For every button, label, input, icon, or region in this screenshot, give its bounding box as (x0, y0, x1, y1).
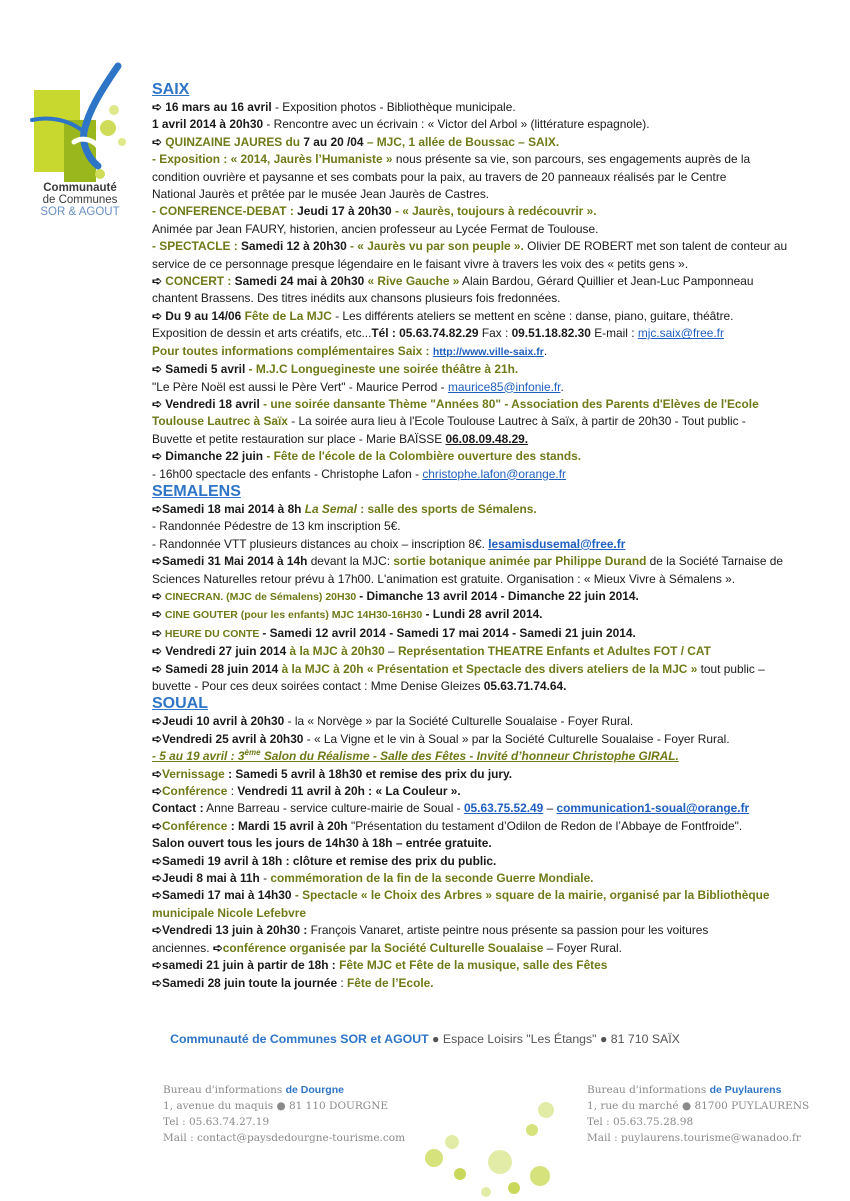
arrow-icon: ➪ (152, 362, 162, 377)
text: - (259, 871, 271, 886)
text: Anne Barreau - service culture-mairie de Soual - (203, 801, 464, 816)
office-address: 1, rue du marché ● 81700 PUYLAURENS (587, 1100, 810, 1112)
logo-line-1: Communauté (43, 182, 117, 194)
footer-org-name: Communauté de Communes SOR et AGOUT (170, 1032, 429, 1046)
text: Fax : (478, 326, 512, 341)
saix-line-15 (152, 343, 807, 361)
saix-line-9 (152, 238, 807, 255)
arrow-icon: ➪ (152, 625, 162, 640)
fax: 09.51.18.82.30 (511, 326, 591, 341)
title: - CONFERENCE-DEBAT : (152, 204, 294, 219)
date: Samedi 5 avril (161, 362, 246, 377)
semalens-line-9 (152, 643, 807, 660)
semalens-line-5: Sciences Naturelles retour prévu à 17h00. L'animation est gratuite. Organisation : « Mieux Vivre à Sémalens ». (152, 571, 736, 586)
website-link[interactable]: http://www.ville-saix.fr (432, 345, 544, 358)
text: "Le Père Noël est aussi le Père Vert" - Maurice Perrod - (152, 379, 448, 394)
title: Représentation THEATRE Enfants et Adultes FOT / CAT (397, 644, 711, 659)
title: à la MJC à 20h30 (286, 644, 385, 659)
semalens-line-2: - Randonnée Pédestre de 13 km inscription 5€. (152, 519, 401, 534)
saix-line-11 (152, 273, 807, 290)
text: du (282, 134, 304, 149)
semalens-line-6 (152, 588, 807, 606)
date: - Dimanche 13 avril 2014 - Dimanche 22 juin 2014. (359, 588, 639, 603)
text: - Exposition photos - Bibliothèque municipale. (271, 100, 516, 114)
soual-line-8: Salon ouvert tous les jours de 14h30 à 18h – entrée gratuite. (152, 836, 492, 851)
title: commémoration de la fin de la seconde Guerre Mondiale. (270, 871, 594, 886)
text: : (337, 975, 347, 990)
footer-organisation (0, 1032, 850, 1046)
arrow-icon: ➪ (152, 100, 162, 114)
section-heading-semalens: SEMALENS (152, 482, 241, 500)
title: CONCERT : (161, 274, 232, 289)
text: Salon du Réalisme - Salle des Fêtes - Invité d’honneur Christophe GIRAL. (260, 749, 679, 764)
title: « Rive Gauche » (367, 274, 460, 289)
saix-line-13 (152, 308, 807, 325)
saix-line-18 (152, 396, 807, 413)
superscript: ème (244, 748, 261, 758)
date: Vendredi 25 avril à 20h30 (161, 731, 304, 746)
arrow-icon: ➪ (152, 308, 162, 323)
text: – (543, 801, 557, 816)
semalens-line-3 (152, 536, 807, 553)
title: Conférence (161, 784, 228, 799)
title: - SPECTACLE : (152, 239, 238, 254)
phone: 06.08.09.48.29. (445, 431, 529, 446)
date: : Samedi 5 avril à 18h30 et remise des prix du jury. (224, 766, 513, 781)
title: sortie botanique animée par Philippe Durand (393, 554, 647, 569)
text: – MJC, 1 allée de Boussac – SAIX. (363, 134, 560, 149)
title: Toulouse Lautrec à Saïx (152, 414, 288, 429)
office-mail: Mail : contact@paysdedourgne-tourisme.com (163, 1132, 406, 1144)
soual-line-7 (152, 818, 807, 835)
text: . (543, 343, 548, 358)
text: anciennes. (152, 940, 213, 955)
arrow-icon: ➪ (212, 940, 223, 955)
logo-line-3: SOR & AGOUT (40, 206, 120, 218)
title: - une soirée dansante Thème "Années 80" - Association des Parents d'Elèves de l'Ecole (259, 396, 759, 411)
saix-line-21 (152, 448, 807, 465)
date: - Samedi 12 avril 2014 - Samedi 17 mai 2014 - Samedi 21 juin 2014. (262, 625, 636, 640)
soual-line-6 (152, 800, 807, 817)
text: Olivier DE ROBERT met son talent de conteur au (523, 239, 788, 254)
arrow-icon: ➪ (152, 396, 162, 411)
text: Bureau d'informations (587, 1084, 710, 1096)
text: Bureau d'informations (163, 1084, 286, 1096)
saix-line-8: Animée par Jean FAURY, historien, ancien professeur au Lycée Fermat de Toulouse. (152, 221, 599, 236)
arrow-icon: ➪ (152, 784, 162, 799)
text: Buvette et petite restauration sur place - Marie BAÏSSE (152, 431, 446, 446)
text: - la « Norvège » par la Société Culturelle Soualaise - Foyer Rural. (284, 714, 634, 729)
semalens-line-8 (152, 625, 807, 643)
saix-line-6: National Jaurès et prêtée par le musée Jean Jaurès de Castres. (152, 187, 490, 202)
text: de la Société Tarnaise de (646, 554, 783, 569)
text: Alain Bardou, Gérard Quillier et Jean-Luc Pamponneau (459, 274, 754, 289)
arrow-icon: ➪ (152, 274, 162, 289)
title: conférence organisée par la Société Culturelle Soualaise (222, 940, 544, 955)
text: buvette - Pour ces deux soirées contact : Mme Denise Gleizes (152, 679, 484, 693)
soual-line-9 (152, 853, 807, 870)
title: CINE GOUTER (pour les enfants) MJC 14H30-16H30 (161, 609, 423, 622)
phone-link[interactable]: 05.63.75.52.49 (463, 801, 544, 816)
soual-line-16 (152, 975, 807, 992)
saix-line-5: condition ouvrière et paysanne et ses combats pour la paix, au travers de 20 panneaux réalisés par le Centre (152, 169, 727, 184)
title: Fête de La MJC (241, 308, 332, 323)
text: - La soirée aura lieu à l'Ecole Toulouse Lautrec à Saïx, à partir de 20h30 - Tout public - (287, 414, 746, 429)
soual-line-3 (152, 748, 807, 765)
saix-line-17 (152, 379, 807, 396)
date: samedi 21 juin à partir de 18h : (161, 958, 336, 973)
arrow-icon: ➪ (152, 501, 162, 516)
phone: 05.63.71.74.64. (483, 679, 567, 693)
logo-text (30, 182, 130, 218)
date: Vendredi 18 avril (161, 396, 260, 411)
arrow-icon: ➪ (152, 731, 162, 746)
saix-line-4 (152, 151, 807, 168)
soual-line-1 (152, 713, 807, 730)
office-title (163, 1082, 405, 1098)
saix-line-2 (152, 116, 807, 133)
title: - M.J.C Longuegineste une soirée théâtre à 21h. (245, 362, 519, 377)
text: E-mail : (590, 326, 638, 341)
office-phone: Tel : 05.63.74.27.19 (163, 1116, 270, 1128)
title: Fête de l’Ecole. (347, 975, 434, 990)
arrow-icon: ➪ (152, 607, 162, 622)
arrow-icon: ➪ (152, 644, 162, 659)
saix-line-19 (152, 413, 807, 430)
date: Samedi 24 mai à 20h30 (231, 274, 368, 289)
title: Fête MJC et Fête de la musique, salle des Fêtes (335, 958, 608, 973)
date: Dimanche 22 juin (161, 449, 264, 464)
office-name: de Puylaurens (709, 1084, 782, 1096)
date: Samedi 18 mai 2014 à 8h (161, 501, 305, 516)
saix-line-1 (152, 99, 807, 116)
arrow-icon: ➪ (152, 134, 162, 149)
saix-line-20 (152, 431, 807, 448)
text: . (560, 379, 564, 394)
phone: Tél : 05.63.74.82.29 (371, 326, 479, 341)
soual-line-15 (152, 957, 807, 974)
soual-line-14 (152, 940, 807, 957)
email-link[interactable]: communication1-soual@orange.fr (556, 801, 750, 816)
saix-line-22 (152, 466, 807, 483)
label: Contact : (152, 801, 204, 816)
title: - « Jaurès vu par son peuple ». (346, 239, 524, 254)
date: Samedi 28 juin 2014 (161, 661, 279, 676)
email-link[interactable]: maurice85@infonie.fr (447, 379, 561, 394)
text: François Vanaret, artiste peintre nous présente sa passion pour les voitures (307, 923, 709, 938)
saix-line-14 (152, 325, 807, 342)
arrow-icon: ➪ (152, 818, 162, 833)
title: - Spectacle « le Choix des Arbres » square de la mairie, organisé par la Bibliothèque (291, 888, 770, 903)
title: La Semal (304, 501, 357, 516)
saix-line-7 (152, 203, 807, 220)
text: – (384, 644, 398, 659)
text: tout public – (697, 661, 765, 676)
title: « Présentation et Spectacle des divers ateliers de la MJC » (366, 661, 698, 676)
date: Samedi 12 à 20h30 (237, 239, 347, 254)
soual-line-11 (152, 887, 807, 904)
footer-org-address: ● Espace Loisirs "Les Étangs" ● 81 710 SAÏX (428, 1032, 680, 1046)
text: devant la MJC: (307, 554, 394, 569)
date: 16 mars au 16 avril (165, 100, 272, 114)
date: Jeudi 10 avril à 20h30 (161, 714, 285, 729)
title: - « Jaurès, toujours à redécouvrir ». (391, 204, 597, 219)
soual-line-12: municipale Nicole Lefebvre (152, 905, 306, 920)
office-title (587, 1082, 809, 1098)
text: - 16h00 spectacle des enfants - Christophe Lafon - (152, 466, 423, 481)
arrow-icon: ➪ (152, 958, 162, 973)
date: - Lundi 28 avril 2014. (422, 607, 543, 622)
date: 1 avril 2014 à 20h30 (152, 117, 264, 132)
arrow-icon: ➪ (152, 554, 162, 569)
arrow-icon: ➪ (152, 588, 162, 603)
arrow-icon: ➪ (152, 853, 162, 868)
date: Vendredi 11 avril à 20h : « La Couleur ». (237, 784, 461, 799)
semalens-line-10 (152, 661, 807, 678)
saix-line-3 (152, 134, 807, 151)
arrow-icon: ➪ (152, 888, 162, 903)
date: : Mardi 15 avril à 20h (227, 818, 348, 833)
soual-line-4 (152, 766, 807, 783)
office-mail: Mail : puylaurens.tourisme@wanadoo.fr (587, 1132, 801, 1144)
text: – Foyer Rural. (543, 940, 622, 955)
date: Jeudi 17 à 20h30 (293, 204, 392, 219)
soual-line-13 (152, 922, 807, 939)
date: Du 9 au 14/06 (161, 308, 242, 323)
date: Samedi 31 Mai 2014 à 14h (161, 554, 308, 569)
text: - Rencontre avec un écrivain : « Victor del Arbol » (littérature espagnole). (263, 117, 650, 132)
text: Exposition de dessin et arts créatifs, etc... (152, 326, 372, 341)
date: Samedi 17 mai à 14h30 (161, 888, 292, 903)
title: - Fête de l'école de la Colombière ouverture des stands. (263, 449, 582, 464)
email-link[interactable]: mjc.saix@free.fr (637, 326, 724, 341)
arrow-icon: ➪ (152, 449, 162, 464)
text: nous présente sa vie, son parcours, ses engagements auprès de la (392, 152, 751, 167)
saix-line-16 (152, 361, 807, 378)
date: Vendredi 13 juin à 20h30 : (161, 923, 308, 938)
text: - Les différents ateliers se mettent en scène : danse, piano, guitare, théâtre. (331, 308, 734, 323)
office-address: 1, avenue du maquis ● 81 110 DOURGNE (163, 1100, 389, 1112)
title: Pour toutes informations complémentaires Saix : (152, 343, 433, 358)
soual-line-5 (152, 783, 807, 800)
title: QUINZAINE JAURES (165, 134, 283, 149)
arrow-icon: ➪ (152, 871, 162, 886)
saix-line-12: chantent Brassens. Des titres inédits aux chansons plusieurs fois fredonnées. (152, 291, 561, 306)
saix-line-10: service de ce personnage presque légendaire en le faisant vivre à travers les voix des « petits gens ». (152, 256, 689, 271)
date: Samedi 28 juin toute la journée (161, 975, 338, 990)
date: Vendredi 27 juin 2014 (161, 644, 287, 659)
text: : (227, 784, 238, 799)
footer-office-dourgne (163, 1082, 405, 1146)
email-link[interactable]: christophe.lafon@orange.fr (422, 466, 566, 481)
logo-line-2: de Communes (42, 194, 118, 206)
title: Vernissage (161, 766, 225, 781)
date: Samedi 19 avril à 18h : clôture et remise des prix du public. (161, 853, 497, 868)
arrow-icon: ➪ (152, 923, 162, 938)
date: 7 au 20 /04 (303, 134, 364, 149)
text: - Randonnée VTT plusieurs distances au choix – inscription 8€. (152, 536, 489, 551)
semalens-line-4 (152, 553, 807, 570)
semalens-line-7 (152, 606, 807, 624)
title: : salle des sports de Sémalens. (356, 501, 537, 516)
section-heading-saix: SAIX (152, 81, 190, 98)
arrow-icon: ➪ (152, 975, 162, 990)
soual-line-2 (152, 731, 807, 748)
title: - Exposition : « 2014, Jaurès l’Humaniste » (152, 152, 393, 167)
soual-line-10 (152, 870, 807, 887)
semalens-line-11 (152, 678, 807, 695)
semalens-line-1 (152, 501, 807, 518)
office-phone: Tel : 05.63.75.28.98 (587, 1116, 694, 1128)
title: CINECRAN. (MJC de Sémalens) 20H30 (161, 590, 360, 603)
arrow-icon: ➪ (152, 714, 162, 729)
section-heading-soual: SOUAL (152, 695, 208, 713)
program-content (152, 81, 807, 992)
title: HEURE DU CONTE (161, 627, 263, 640)
arrow-icon: ➪ (152, 661, 162, 676)
date: Jeudi 8 mai à 11h (161, 871, 260, 886)
email-link[interactable]: lesamisdusemal@free.fr (488, 536, 626, 551)
office-name: de Dourgne (285, 1084, 344, 1096)
decorative-bubbles-icon (390, 1080, 590, 1200)
salon-title (152, 749, 679, 763)
title: à la MJC à 20h (278, 661, 367, 676)
title: Conférence (161, 818, 228, 833)
arrow-icon: ➪ (152, 766, 162, 781)
text: "Présentation du testament d’Odilon de Redon de l’Abbaye de Fontfroide". (347, 818, 743, 833)
text: - « La Vigne et le vin à Soual » par la Société Culturelle Soualaise - Foyer Rural. (303, 731, 730, 746)
footer-office-puylaurens (587, 1082, 809, 1146)
text: - 5 au 19 avril : 3 (152, 749, 245, 764)
